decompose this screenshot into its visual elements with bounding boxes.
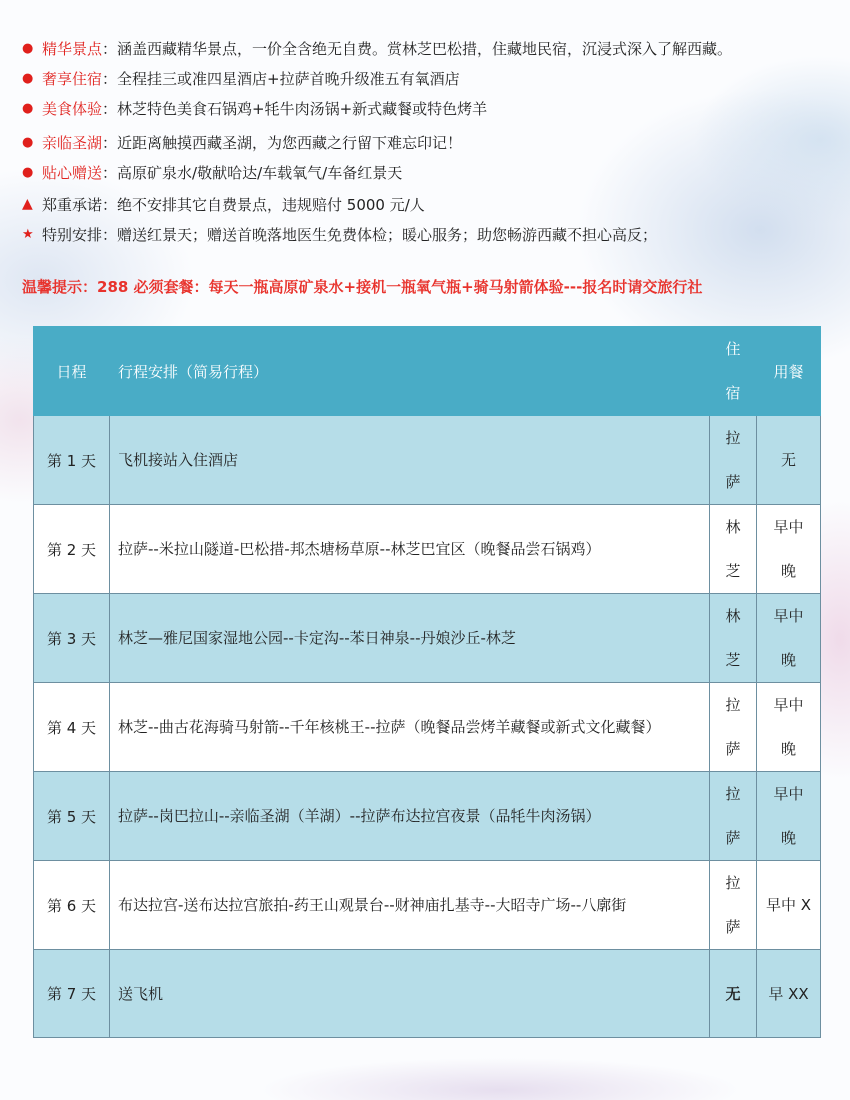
feature-item [22,66,460,90]
itinerary-table [33,326,821,1038]
feature-sep: ： [102,99,118,118]
cell-day: 第 4 天 [34,683,110,772]
feature-text: 全程挂三或准四星酒店+拉萨首晚升级准五有氧酒店 [117,69,460,88]
table-row [34,950,821,1038]
cell-route: 送飞机 [110,950,710,1038]
table-row [34,594,821,683]
feature-title: 贴心赠送 [42,163,103,182]
cell-meals: 早 XX [757,950,821,1038]
cell-day: 第 5 天 [34,772,110,861]
cell-route: 飞机接站入住酒店 [110,416,710,505]
feature-title: 精华景点 [42,39,103,58]
cell-meals: 无 [757,416,821,505]
bullet-icon: ● [22,134,34,150]
feature-title: 郑重承诺 [42,195,103,214]
feature-title: 奢享住宿 [42,69,103,88]
header-route: 行程安排（简易行程） [110,327,710,416]
feature-sep: ： [102,133,118,152]
feature-text: 近距离触摸西藏圣湖，为您西藏之行留下难忘印记！ [117,133,463,152]
feature-item [22,96,487,120]
cell-meals: 早中 X [757,861,821,950]
cell-stay: 林 芝 [710,505,757,594]
feature-text: 林芝特色美食石锅鸡+牦牛肉汤锅+新式藏餐或特色烤羊 [117,99,488,118]
feature-sep: ： [102,225,118,244]
cell-meals: 早中 晚 [757,683,821,772]
header-meals: 用餐 [757,327,821,416]
feature-text: 涵盖西藏精华景点，一价全含绝无自费。赏林芝巴松措，住藏地民宿，沉浸式深入了解西藏。 [117,39,733,58]
cell-route: 林芝—雅尼国家湿地公园--卡定沟--苯日神泉--丹娘沙丘-林芝 [110,594,710,683]
feature-text: 高原矿泉水/敬献哈达/车载氧气/车备红景天 [117,163,403,182]
table-row [34,772,821,861]
feature-title: 美食体验 [42,99,103,118]
bullet-icon: ● [22,100,34,116]
bullet-icon: ● [22,164,34,180]
cell-day: 第 2 天 [34,505,110,594]
feature-item [22,222,657,246]
feature-title: 亲临圣湖 [42,133,103,152]
bullet-icon: ● [22,40,34,56]
feature-item [22,130,462,154]
cell-stay: 拉 萨 [710,772,757,861]
table-row [34,505,821,594]
table-row [34,683,821,772]
cell-route: 拉萨--米拉山隧道-巴松措-邦杰塘杨草原--林芝巴宜区（晚餐品尝石锅鸡） [110,505,710,594]
cell-route: 拉萨--岗巴拉山--亲临圣湖（羊湖）--拉萨布达拉宫夜景（品牦牛肉汤锅） [110,772,710,861]
cell-day: 第 3 天 [34,594,110,683]
cell-day: 第 7 天 [34,950,110,1038]
table-row [34,861,821,950]
cell-stay: 拉 萨 [710,416,757,505]
header-stay: 住 宿 [710,327,757,416]
feature-item [22,192,425,216]
cell-meals: 早中 晚 [757,594,821,683]
cell-route: 布达拉宫-送布达拉宫旅拍-药王山观景台--财神庙扎基寺--大昭寺广场--八廓街 [110,861,710,950]
feature-item [22,160,402,184]
cell-stay: 林 芝 [710,594,757,683]
cell-meals: 早中 晚 [757,772,821,861]
feature-title: 特别安排 [42,225,103,244]
notice-text: 温馨提示：288 必须套餐：每天一瓶高原矿泉水+接机一瓶氧气瓶+骑马射箭体验---报名时请交旅行社 [22,277,703,296]
feature-sep: ： [102,195,118,214]
cell-stay: 无 [710,950,757,1038]
header-day: 日程 [34,327,110,416]
cell-day: 第 6 天 [34,861,110,950]
feature-text: 绝不安排其它自费景点，违规赔付 5000 元/人 [117,195,425,214]
cell-meals: 早中 晚 [757,505,821,594]
feature-text: 赠送红景天；赠送首晚落地医生免费体检；暖心服务；助您畅游西藏不担心高反； [117,225,658,244]
cell-stay: 拉 萨 [710,861,757,950]
cell-route: 林芝--曲古花海骑马射箭--千年核桃王--拉萨（晚餐品尝烤羊藏餐或新式文化藏餐） [110,683,710,772]
feature-sep: ： [102,69,118,88]
table-header-row [34,327,821,416]
triangle-icon: ▲ [22,196,33,212]
bullet-icon: ● [22,70,34,86]
table-row [34,416,821,505]
feature-sep: ： [102,39,118,58]
feature-item [22,36,732,60]
cell-day: 第 1 天 [34,416,110,505]
feature-sep: ： [102,163,118,182]
star-icon: ★ [22,226,34,242]
cell-stay: 拉 萨 [710,683,757,772]
